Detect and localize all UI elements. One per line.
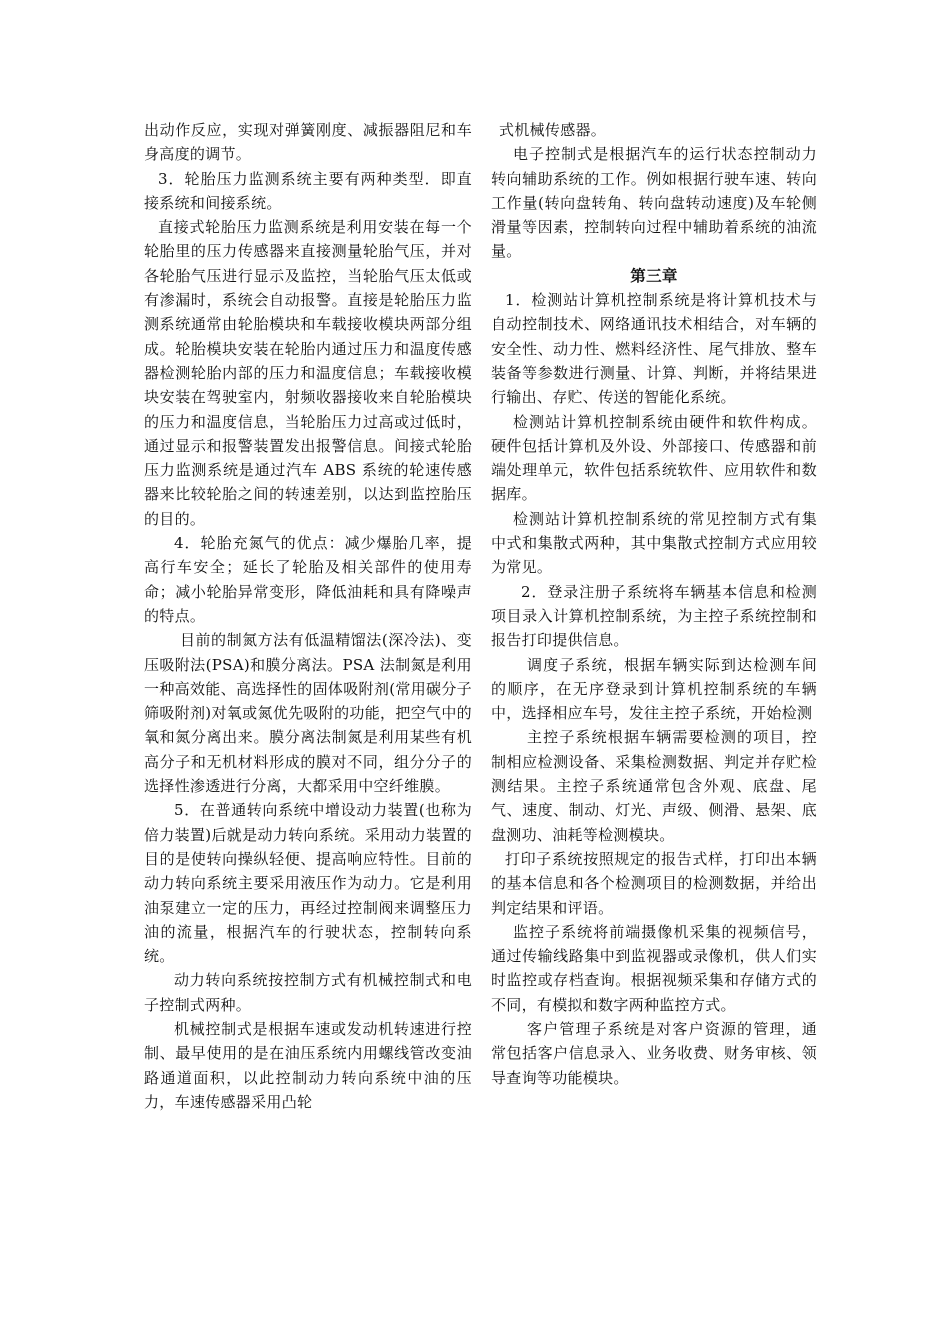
paragraph: 2．登录注册子系统将车辆基本信息和检测项目录入计算机控制系统，为主控子系统控制和报告打印提供信息。 <box>491 582 817 650</box>
paragraph: 3．轮胎压力监测系统主要有两种类型．即直接系统和间接系统。 <box>144 169 472 212</box>
paragraph: 电子控制式是根据汽车的运行状态控制动力转向辅助系统的工作。例如根据行驶车速、转向工作量(转向盘转角、转向盘转动速度)及车轮侧滑量等因素，控制转向过程中辅助着系统的油流量。 <box>491 145 817 261</box>
paragraph: 调度子系统，根据车辆实际到达检测车间的顺序，在无序登录到计算机控制系统的车辆中，选择相应车号，发往主控子系统，开始检测 <box>491 655 817 723</box>
paragraph: 直接式轮胎压力监测系统是利用安装在每一个轮胎里的压力传感器来直接测量轮胎气压，并对各轮胎气压进行显示及监控，当轮胎气压太低或有渗漏时，系统会自动报警。直接是轮胎压力监测系统通常由轮胎模块和车载接收模块两部分组成。轮胎模块安装在轮胎内通过压力和温度传感器检测轮胎内部的压力和温度信息；车载接收模块安装在驾驶室内，射频收器接收来自轮胎模块的压力和温度信息，当轮胎压力过高或过低时，通过显示和报警装置发出报警信息。间接式轮胎压力监测系统是通过汽车 ABS 系统的轮速传感器来比较轮胎之间的转速差别，以达到监控胎压的目的。 <box>144 218 472 528</box>
left-column <box>144 118 472 1114</box>
paragraph: 主控子系统根据车辆需要检测的项目，控制相应检测设备、采集检测数据、判定并存贮检测结果。主控子系统通常包含外观、底盘、尾气、速度、制动、灯光、声级、侧滑、悬架、底盘测功、油耗等检测模块。 <box>491 728 817 844</box>
paragraph: 动力转向系统按控制方式有机械控制式和电子控制式两种。 <box>144 971 472 1014</box>
paragraph: 打印子系统按照规定的报告式样，打印出本辆的基本信息和各个检测项目的检测数据，并给出判定结果和评语。 <box>491 849 817 917</box>
paragraph: 4．轮胎充氮气的优点：减少爆胎几率，提高行车安全；延长了轮胎及相关部件的使用寿命；减小轮胎异常变形，降低油耗和具有降噪声的特点。 <box>144 534 472 625</box>
paragraph: 检测站计算机控制系统由硬件和软件构成。硬件包括计算机及外设、外部接口、传感器和前端处理单元，软件包括系统软件、应用软件和数据库。 <box>491 412 817 504</box>
paragraph: 式机械传感器。 <box>499 121 607 139</box>
paragraph: 出动作反应，实现对弹簧刚度、减振器阻尼和车身高度的调节。 <box>144 121 472 164</box>
paragraph: 机械控制式是根据车速或发动机转速进行控制、最早使用的是在油压系统内用螺线管改变油路通道面积，以此控制动力转向系统中油的压力，车速传感器采用凸轮 <box>144 1019 472 1111</box>
paragraph: 目前的制氮方法有低温精馏法(深冷法)、变压吸附法(PSA)和膜分离法。PSA 法制氮是利用一种高效能、高选择性的固体吸附剂(常用碳分子筛吸附剂)对氧或氮优先吸附的功能，把空气中的氧和氮分离出来。膜分离法制氮是利用某些有机高分子和无机材料形成的膜对不同，组分分子的选择性渗透进行分离，大都采用中空纤维膜。 <box>144 631 472 796</box>
paragraph: 监控子系统将前端摄像机采集的视频信号，通过传输线路集中到监视器或录像机，供人们实时监控或存档查询。根据视频采集和存储方式的不同，有模拟和数字两种监控方式。 <box>491 922 817 1014</box>
chapter-title: 第三章 <box>630 265 678 285</box>
paragraph: 检测站计算机控制系统的常见控制方式有集中式和集散式两种，其中集散式控制方式应用较为常见。 <box>491 509 817 577</box>
right-column <box>491 118 817 1090</box>
paragraph: 5．在普通转向系统中增设动力装置(也称为倍力装置)后就是动力转向系统。采用动力装置的目的是使转向操纵轻便、提高响应特性。目前的动力转向系统主要采用液压作为动力。它是利用油泵建立一定的压力，再经过控制阀来调整压力油的流量，根据汽车的行驶状态，控制转向系统。 <box>144 801 472 966</box>
paragraph: 客户管理子系统是对客户资源的管理，通常包括客户信息录入、业务收费、财务审核、领导查询等功能模块。 <box>491 1019 817 1087</box>
paragraph: 1．检测站计算机控制系统是将计算机技术与自动控制技术、网络通讯技术相结合，对车辆的安全性、动力性、燃料经济性、尾气排放、整车装备等参数进行测量、计算、判断，并将结果进行输出、存贮、传送的智能化系统。 <box>491 291 817 407</box>
